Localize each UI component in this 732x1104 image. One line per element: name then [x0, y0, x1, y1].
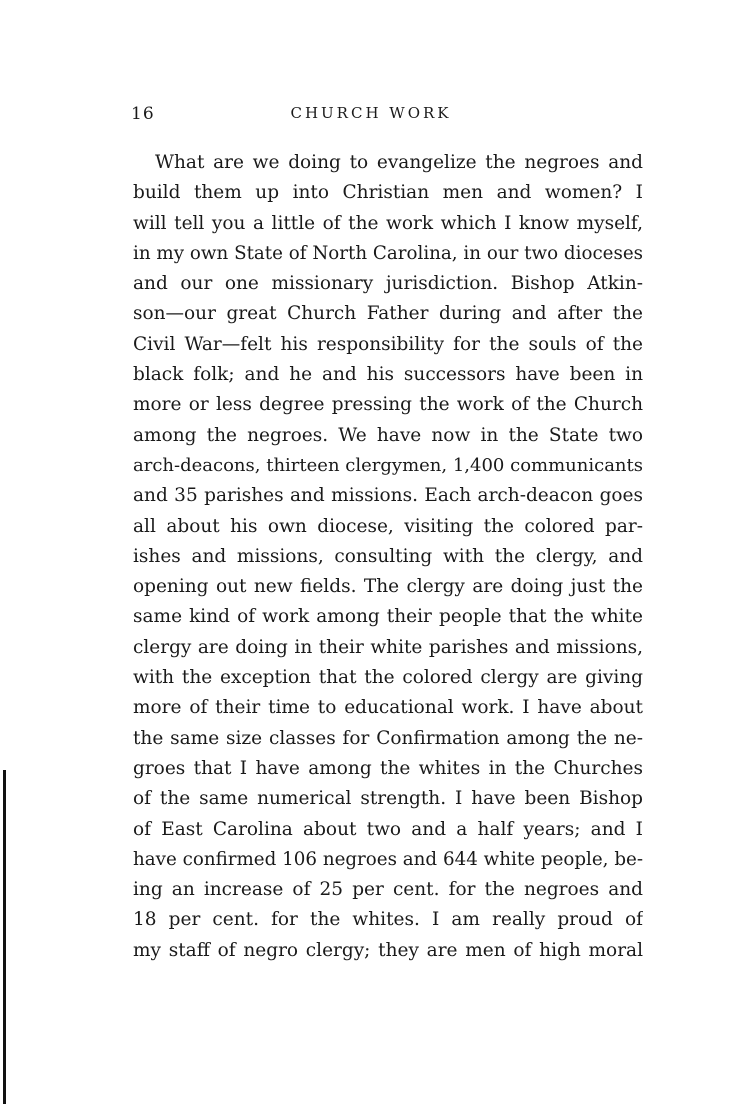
- text-line: black folk; and he and his successors have been in: [133, 364, 643, 386]
- body-paragraph: [133, 148, 643, 966]
- text-line: and 35 parishes and missions. Each arch-deacon goes: [133, 485, 643, 507]
- text-line: all about his own diocese, visiting the colored par-: [133, 515, 643, 537]
- text-line: arch-deacons, thirteen clergymen, 1,400 communicants: [133, 454, 643, 476]
- text-line: son—our great Church Father during and after the: [133, 303, 643, 325]
- text-line: of East Carolina about two and a half years; and I: [133, 818, 643, 840]
- text-line: groes that I have among the whites in the Churches: [133, 757, 643, 779]
- text-line: among the negroes. We have now in the State two: [133, 424, 643, 446]
- text-line: opening out new fields. The clergy are doing just the: [133, 576, 643, 598]
- page-number: 16: [131, 104, 155, 124]
- running-head: CHURCH WORK: [290, 104, 452, 122]
- text-line: build them up into Christian men and women? I: [133, 182, 643, 204]
- text-line: Civil War—felt his responsibility for the souls of the: [133, 333, 643, 355]
- text-line: clergy are doing in their white parishes and missions,: [133, 636, 643, 658]
- text-line: the same size classes for Confirmation among the ne-: [133, 727, 643, 749]
- text-line: in my own State of North Carolina, in our two dioceses: [133, 242, 643, 264]
- text-line: ishes and missions, consulting with the clergy, and: [133, 545, 643, 567]
- text-line: will tell you a little of the work which I know myself,: [133, 212, 643, 234]
- text-line: ing an increase of 25 per cent. for the negroes and: [133, 879, 643, 901]
- text-line: more of their time to educational work. I have about: [133, 697, 643, 719]
- text-line: with the exception that the colored clergy are giving: [133, 667, 643, 689]
- text-line: same kind of work among their people that the white: [133, 606, 643, 628]
- text-line: 18 per cent. for the whites. I am really proud of: [133, 909, 643, 931]
- scan-edge-line: [3, 770, 6, 1104]
- text-line: have confirmed 106 negroes and 644 white people, be-: [133, 848, 643, 870]
- text-line: my staff of negro clergy; they are men of high moral: [133, 939, 643, 961]
- text-line: more or less degree pressing the work of the Church: [133, 394, 643, 416]
- text-line: of the same numerical strength. I have been Bishop: [133, 788, 643, 810]
- text-line: What are we doing to evangelize the negroes and: [155, 152, 643, 173]
- text-line: and our one missionary jurisdiction. Bishop Atkin-: [133, 273, 643, 295]
